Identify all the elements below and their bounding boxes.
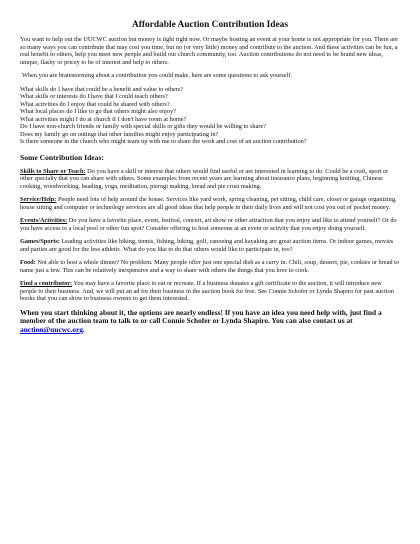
question-item: Is there someone in the church who might team up with me to share the work and cost of an auction contribution? — [20, 138, 307, 145]
question-item: Do I have non-church friends or family with special skills or gifts they would be willing to share? — [20, 123, 267, 130]
idea-food — [20, 259, 400, 274]
idea-text: Leading activities like biking, tennis, fishing, hiking, golf, canoeing and kayaking are great auction items. Or indoor games, movies and parties are good for the less athletic. What do you like to do that others would like to participate in, too? — [20, 238, 394, 253]
question-list — [20, 86, 400, 146]
intro-paragraph: You want to help out the UUCWC auction but money is tight right now. Or maybe hosting an event at your home is not appropriate for you. There are so many ways you can contribute that may cost you time, but no (or very little) money and contribute to the auction. And these activities can be fun, a real benefit to others, help you meet new people and build our church community, too. Auction contributions do not need to be brand new ideas, unique, flashy or pricey to be of interest and help to others. — [20, 36, 398, 66]
closing-paragraph — [20, 309, 400, 335]
idea-label: Games/Sports: — [20, 238, 60, 245]
question-item: What activities might I do at church if I don't have room at home? — [20, 115, 187, 123]
closing-end: . — [82, 325, 85, 335]
idea-service — [20, 196, 400, 211]
idea-text: Do you have a favorite place, event, festival, concert, art show or other attraction that you enjoy and like to attend yourself? Or do you have access to a local pool or other fun spot? Consider offering to host someone at an event or activity that you enjoy doing yourself. — [20, 217, 397, 232]
idea-games — [20, 238, 400, 253]
idea-events — [20, 217, 400, 232]
idea-label: Find a contributor: — [20, 280, 73, 287]
idea-find-contributor — [20, 280, 400, 303]
question-item: What local places do I like to go that others might also enjoy? — [20, 108, 176, 115]
idea-label: Service/Help: — [20, 196, 57, 203]
page-title: Affordable Auction Contribution Ideas — [131, 20, 288, 30]
brainstorm-lead: When you are brainstorming about a contribution you could make, here are some questions to ask yourself. — [22, 72, 292, 79]
idea-label: Events/Activities: — [20, 217, 68, 224]
idea-text: You may have a favorite place to eat or recreate. If a business donates a gift certificate to the auction, it will introduce new people to their business. And, we will put an ad for their business in the auction book for free. See Connie Schofer or Lynda Shapiro for past auction books that you can show to business owners to get them interested. — [20, 280, 394, 302]
question-item: Does my family go on outings that other families might enjoy participating in? — [20, 130, 219, 138]
idea-text: Do you have a skill or interest that others would find useful or are interested in learning to do. Could be a craft, sport or other specialty that you can share with others. Some examples from recent years are learning about insurance plans, beginning knitting, Chinese cooking, woodworking, beading, yoga, meditation, pierogi making, bread and pie crust making. — [20, 167, 389, 190]
idea-text: Not able to host a whole dinner? No problem. Many people offer just one special dish as a carry in. Chili, soup, dessert, pie, cookies or bread to name just a few. This can be relatively inexpensive and a way to share with others the things that you love to cook. — [20, 259, 400, 274]
email-link[interactable]: auction@uucwc.org — [20, 325, 83, 335]
idea-label: Food: — [20, 259, 36, 266]
idea-skills — [20, 168, 400, 191]
section-heading: Some Contribution Ideas: — [20, 152, 104, 162]
question-item: What activities do I enjoy that could be shared with others? — [20, 100, 170, 108]
idea-text: People need lots of help around the house. Services like yard work, spring cleaning, pet sitting, child care, closet or garage organizing, house sitting and computer or technology services are all good ideas that help people in their daily lives and will not cost you out of pocket money. — [20, 196, 397, 211]
closing-text: When you start thinking about it, the options are nearly endless! If you have an idea you need help with, just find a member of the auction team to talk to or call Connie Schofer or Lynda Shapiro. You can also contact us at — [20, 307, 382, 326]
question-item: What skills do I have that could be a benefit and value to others? — [20, 85, 184, 93]
question-item: What skills or interests do I have that I could teach others? — [20, 93, 168, 100]
idea-label: Skills to Share or Teach: — [20, 167, 86, 175]
